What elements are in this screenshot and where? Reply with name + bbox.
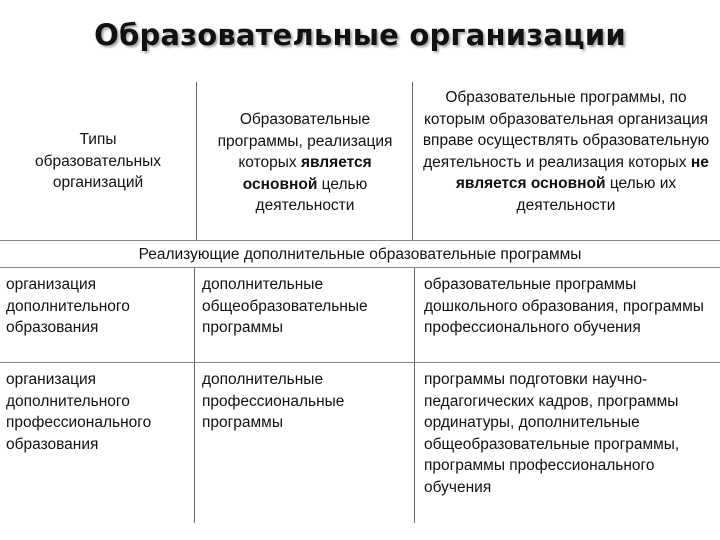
- header-col-main-bold: является основной: [242, 154, 372, 193]
- header-col-other-programs: [416, 87, 716, 216]
- row-2-type: организация дополнительного профессионального образования: [6, 371, 152, 453]
- divider-header-right: [412, 82, 413, 240]
- header-col-main-text-1: Образовательные программы, реализация которых: [217, 111, 393, 171]
- page-title: Образовательные организации: [94, 18, 626, 52]
- divider-body-left: [194, 268, 195, 523]
- row-2-main: дополнительные профессиональные программы: [202, 371, 345, 431]
- row-1-type: организация дополнительного образования: [6, 276, 130, 336]
- row-1-main: дополнительные общеобразовательные программы: [202, 276, 368, 336]
- header-col-main-programs: [200, 109, 410, 217]
- row-1-other: образовательные программы дошкольного образования, программы профессионального обучения: [424, 276, 704, 336]
- row-2-other: программы подготовки научно-педагогических кадров, программы ординатуры, дополнительные общеобразовательные программы, программы профессионального обучения: [424, 371, 680, 496]
- divider-under-header: [0, 240, 720, 241]
- header-col-other-bold: не является основной: [455, 153, 709, 192]
- divider-between-rows: [0, 362, 720, 363]
- header-col-other-text-1: Образовательные программы, по которым образовательная организация вправе осуществлять образовательную деятельность и реализация которых: [422, 89, 710, 171]
- header-col-main-text-2: целью деятельности: [255, 175, 368, 214]
- header-col-other-text-2: целью их деятельности: [516, 175, 677, 214]
- divider-body-right: [414, 268, 415, 523]
- section-label: Реализующие дополнительные образовательные программы: [138, 246, 582, 263]
- header-col-type: Типы образовательных организаций: [34, 131, 162, 191]
- divider-under-section: [0, 267, 720, 268]
- divider-header-left: [196, 82, 197, 240]
